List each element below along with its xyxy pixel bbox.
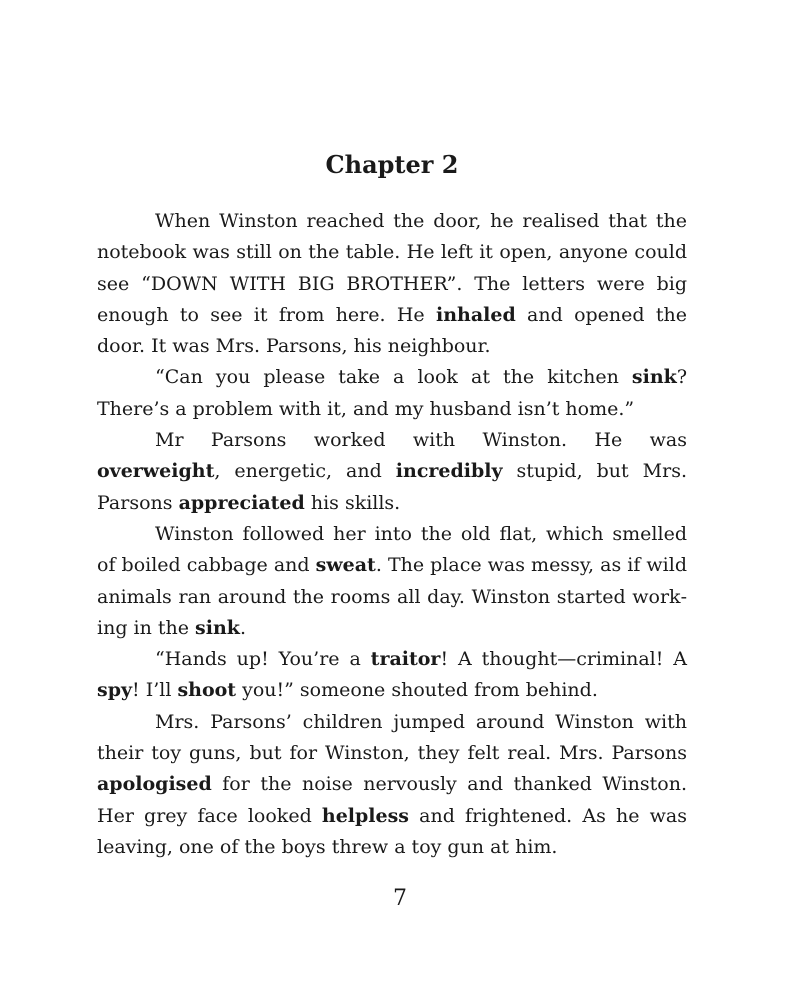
text-run: Mrs. Parsons’ children jumped around Winston with their toy guns, but for Winston, they felt real. Mrs. Parsons: [97, 710, 687, 765]
text-run: and opened the door. It was Mrs. Parsons, his neighbour.: [97, 303, 687, 358]
page-number: 7: [393, 886, 407, 911]
text-run: Mr Parsons worked with Winston. He was: [155, 429, 687, 452]
text-run: When Winston reached the door, he realised that the notebook was still on the table. He left it open, anyone could see “DOWN WITH BIG BROTHER”. The letters were big enough to see it from here. He: [97, 210, 687, 326]
text-run: “Can you please take a look at the kitchen: [155, 366, 632, 389]
text-run: ? There’s a problem with it, and my husband isn’t home.”: [97, 366, 687, 420]
bold-word: apologised: [97, 773, 212, 796]
paragraph: [97, 362, 687, 425]
bold-word: traitor: [370, 648, 441, 671]
paragraph: [97, 425, 687, 519]
bold-word: appreciated: [178, 491, 305, 514]
text-run: Winston followed her into the old flat, which smelled of boiled cabbage and: [97, 522, 687, 577]
bold-word: helpless: [321, 804, 409, 827]
text-run: ! I’ll: [132, 679, 178, 702]
text-run: stupid, but Mrs. Parsons: [97, 460, 687, 514]
text-run: for the noise nervously and thanked Winston. Her grey face looked: [97, 773, 687, 827]
bold-word: shoot: [177, 679, 237, 702]
bold-word: sweat: [315, 554, 376, 577]
bold-word: sink: [631, 366, 677, 389]
text-run: , energetic, and: [214, 460, 396, 483]
chapter-body: [97, 206, 687, 863]
text-run: ! A thought—criminal! A: [440, 648, 687, 671]
text-run: and frightened. As he was leaving, one of the boys threw a toy gun at him.: [97, 804, 687, 858]
bold-word: spy: [97, 679, 133, 702]
bold-word: overweight: [97, 460, 215, 483]
paragraph: [97, 206, 687, 362]
bold-word: sink: [195, 616, 240, 639]
book-page: [97, 148, 687, 863]
bold-word: inhaled: [435, 303, 516, 326]
text-run: “Hands up! You’re a: [155, 648, 371, 671]
text-run: you!” someone shouted from behind.: [236, 679, 598, 702]
text-run: . The place was messy, as if wild animals ran around the rooms all day. Winston started working in the: [97, 554, 687, 639]
text-run: .: [239, 616, 246, 639]
paragraph: [97, 707, 687, 863]
paragraph: [97, 519, 687, 644]
paragraph: [97, 644, 687, 707]
chapter-title: Chapter 2: [325, 150, 459, 179]
bold-word: incredibly: [395, 460, 503, 483]
text-run: his skills.: [304, 491, 401, 514]
